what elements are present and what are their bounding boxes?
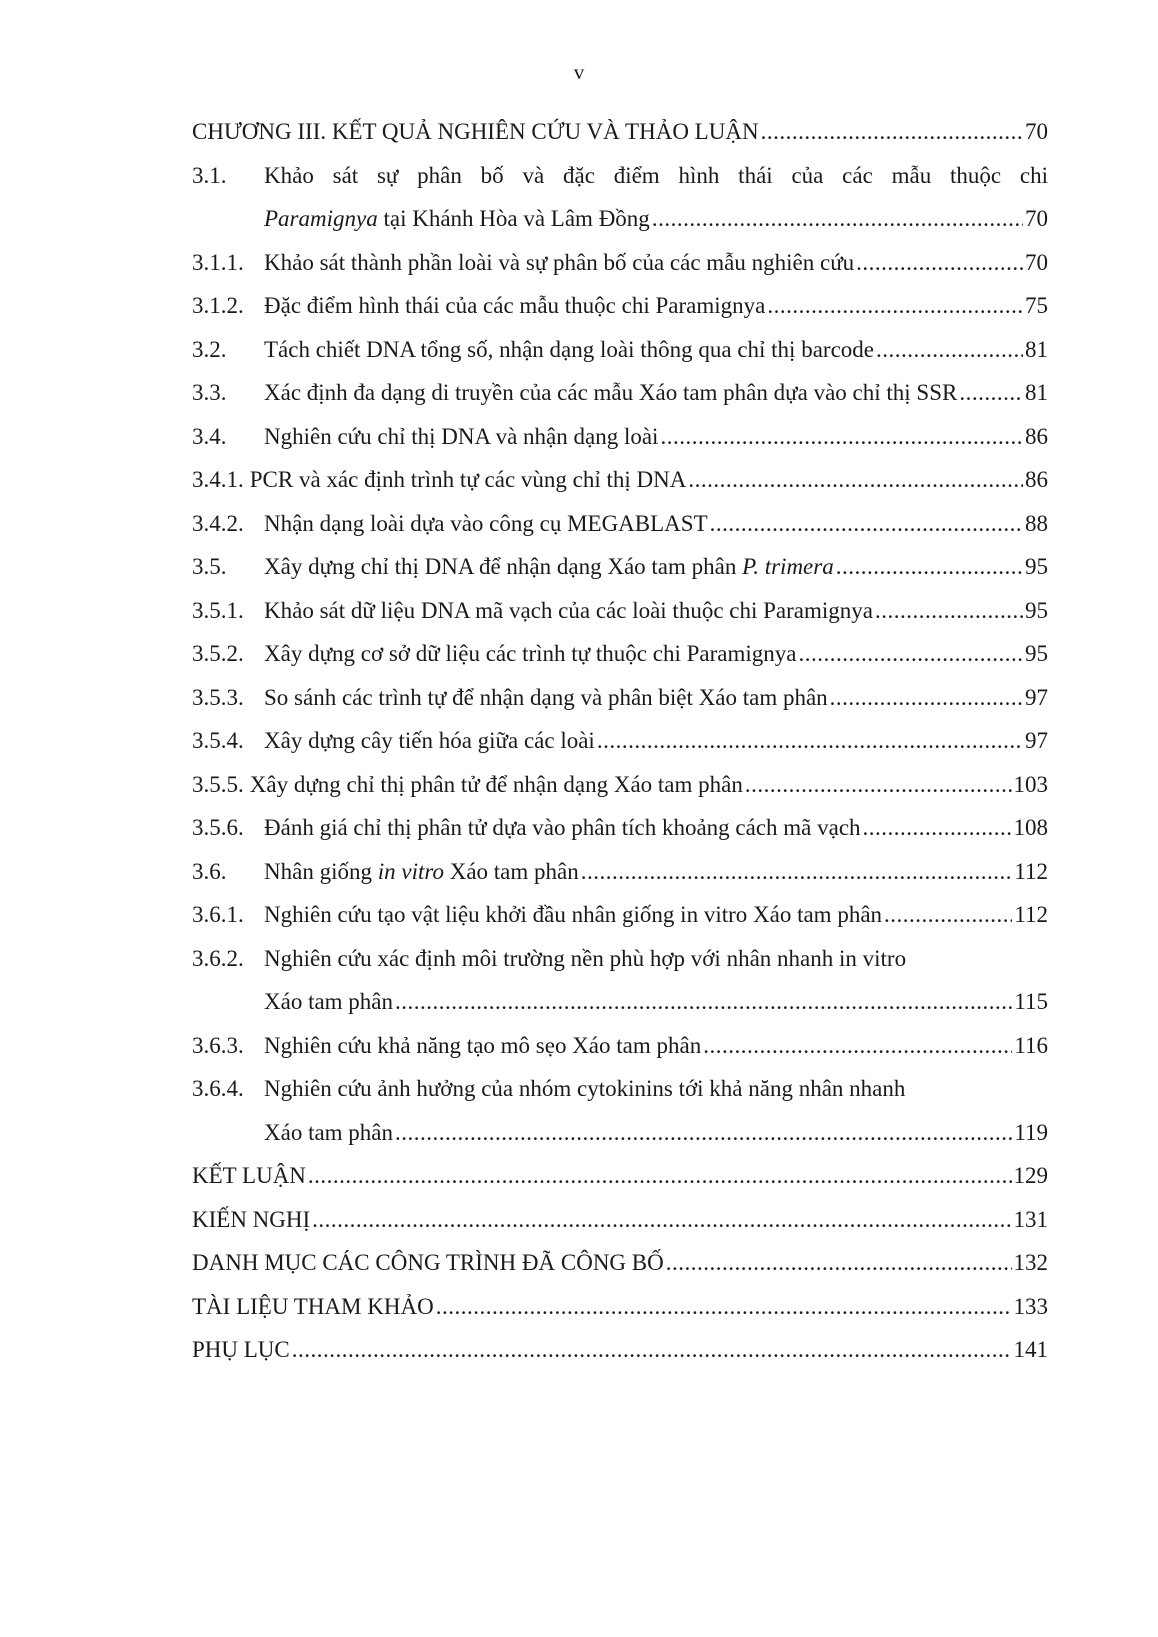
entry-number: 3.5.2. <box>192 641 244 666</box>
toc-entry-kien-nghi[interactable] <box>192 1198 1048 1242</box>
entry-page: 112 <box>1014 858 1048 884</box>
leader-dots <box>745 763 1012 807</box>
entry-title: KIẾN NGHỊ <box>192 1206 311 1232</box>
entry-number: 3.4. <box>192 423 227 449</box>
leader-dots <box>959 371 1023 415</box>
entry-title: Đánh giá chỉ thị phân tử dựa vào phân tích khoảng cách mã vạch <box>264 815 861 840</box>
entry-number: 3.5. <box>192 554 227 579</box>
entry-number: 3.6. <box>192 858 227 884</box>
toc-entry-3-2[interactable] <box>192 328 1048 372</box>
page-number: v <box>573 60 585 84</box>
leader-dots <box>395 1111 1012 1155</box>
leader-dots <box>312 1198 1011 1242</box>
entry-title: DANH MỤC CÁC CÔNG TRÌNH ĐÃ CÔNG BỐ <box>192 1250 664 1275</box>
entry-number: 3.6.2. <box>192 945 244 971</box>
entry-page: 95 <box>1025 554 1048 579</box>
entry-title: Xác định đa dạng di truyền của các mẫu Xáo tam phân dựa vào chỉ thị SSR <box>264 380 958 405</box>
entry-title: Tách chiết DNA tổng số, nhận dạng loài thông qua chỉ thị barcode <box>264 336 874 362</box>
leader-dots <box>856 241 1023 285</box>
entry-number: 3.3. <box>192 380 227 405</box>
toc-entry-3-5-1[interactable] <box>192 589 1048 633</box>
leader-dots <box>876 328 1023 372</box>
toc-entry-3-1[interactable] <box>192 154 1048 198</box>
toc-entry-3-5[interactable] <box>192 545 1048 589</box>
table-of-contents <box>192 110 1048 1372</box>
leader-dots <box>761 110 1023 154</box>
entry-number: 3.2. <box>192 336 227 362</box>
leader-dots <box>308 1154 1012 1198</box>
leader-dots <box>660 415 1023 459</box>
toc-entry-3-5-4[interactable] <box>192 719 1048 763</box>
entry-page: 103 <box>1013 771 1048 797</box>
toc-entry-3-5-3[interactable] <box>192 676 1048 720</box>
entry-title-line2: Xáo tam phân <box>264 1119 394 1145</box>
entry-page: 131 <box>1013 1206 1048 1232</box>
entry-number: 3.5.4. <box>192 728 244 753</box>
toc-entry-3-6-2[interactable] <box>192 937 1048 981</box>
toc-entry-3-6-2-continued[interactable] <box>192 980 1048 1024</box>
entry-title-post: Xáo tam phân <box>443 858 579 884</box>
leader-dots <box>581 850 1013 894</box>
entry-title: CHƯƠNG III. KẾT QUẢ NGHIÊN CỨU VÀ THẢO LUẬN <box>192 119 759 144</box>
species-name: P. trimera <box>742 554 834 579</box>
leader-dots <box>884 893 1012 937</box>
toc-entry-tai-lieu[interactable] <box>192 1285 1048 1329</box>
entry-title: Nghiên cứu tạo vật liệu khởi đầu nhân giống in vitro Xáo tam phân <box>264 902 883 927</box>
entry-title-text: Xây dựng chỉ thị DNA để nhận dạng Xáo tam phân <box>264 554 743 579</box>
entry-title: KẾT LUẬN <box>192 1163 306 1188</box>
leader-dots <box>836 545 1023 589</box>
toc-entry-3-4-1[interactable] <box>192 458 1048 502</box>
toc-entry-3-4[interactable] <box>192 415 1048 459</box>
entry-page: 70 <box>1025 249 1048 275</box>
entry-title: Khảo sát thành phần loài và sự phân bố của các mẫu nghiên cứu <box>264 249 855 275</box>
leader-dots <box>436 1285 1012 1329</box>
leader-dots <box>666 1241 1012 1285</box>
entry-page: 86 <box>1025 467 1048 492</box>
toc-entry-3-6-3[interactable] <box>192 1024 1048 1068</box>
genus-name: Paramignya <box>264 206 378 231</box>
entry-page: 70 <box>1025 119 1048 144</box>
entry-page: 95 <box>1025 597 1048 623</box>
entry-number: 3.5.3. <box>192 684 244 710</box>
entry-title: Xây dựng cơ sở dữ liệu các trình tự thuộc chi Paramignya <box>264 641 797 666</box>
entry-title-line2 <box>264 197 650 241</box>
entry-page: 133 <box>1013 1293 1048 1319</box>
leader-dots <box>703 1024 1012 1068</box>
entry-title-line1: Khảo sát sự phân bố và đặc điểm hình thái của các mẫu thuộc chi <box>264 162 1048 188</box>
entry-page: 132 <box>1013 1250 1048 1275</box>
entry-title: Xây dựng chỉ thị phân tử để nhận dạng Xáo tam phân <box>249 771 743 797</box>
entry-number: 3.6.3. <box>192 1032 244 1058</box>
entry-page: 119 <box>1014 1119 1048 1145</box>
entry-number: 3.4.2. <box>192 510 244 536</box>
entry-page: 97 <box>1025 684 1048 710</box>
entry-number: 3.1.1. <box>192 249 244 275</box>
entry-number: 3.5.1. <box>192 597 244 623</box>
toc-entry-phu-luc[interactable] <box>192 1328 1048 1372</box>
entry-title: PHỤ LỤC <box>192 1337 290 1362</box>
entry-page: 81 <box>1025 336 1048 362</box>
leader-dots <box>875 589 1023 633</box>
toc-entry-danh-muc[interactable] <box>192 1241 1048 1285</box>
leader-dots <box>798 632 1023 676</box>
toc-entry-3-5-2[interactable] <box>192 632 1048 676</box>
toc-entry-3-5-5[interactable] <box>192 763 1048 807</box>
entry-page: 95 <box>1025 641 1048 666</box>
entry-page: 88 <box>1025 510 1048 536</box>
entry-title-pre: Nhân giống <box>264 858 378 884</box>
toc-entry-3-4-2[interactable] <box>192 502 1048 546</box>
entry-title: Nghiên cứu chỉ thị DNA và nhận dạng loài <box>264 423 659 449</box>
toc-entry-ket-luan[interactable] <box>192 1154 1048 1198</box>
toc-entry-3-1-continued[interactable] <box>192 197 1048 241</box>
entry-page: 108 <box>1013 815 1048 840</box>
leader-dots <box>597 719 1023 763</box>
entry-page: 112 <box>1014 902 1048 927</box>
toc-entry-chapter-3[interactable] <box>192 110 1048 154</box>
toc-entry-3-6[interactable] <box>192 850 1048 894</box>
entry-page: 86 <box>1025 423 1048 449</box>
entry-title: Xây dựng cây tiến hóa giữa các loài <box>264 728 595 753</box>
leader-dots <box>830 676 1023 720</box>
leader-dots <box>863 806 1012 850</box>
entry-title-line1: Nghiên cứu ảnh hưởng của nhóm cytokinins tới khả năng nhân nhanh <box>264 1076 906 1101</box>
entry-title: Nghiên cứu khả năng tạo mô sẹo Xáo tam phân <box>264 1032 702 1058</box>
entry-number: 3.6.4. <box>192 1076 244 1101</box>
entry-title: Đặc điểm hình thái của các mẫu thuộc chi Paramignya <box>264 293 766 318</box>
entry-title: PCR và xác định trình tự các vùng chỉ thị DNA <box>249 467 687 492</box>
toc-entry-3-6-4-continued[interactable] <box>192 1111 1048 1155</box>
entry-page: 81 <box>1025 380 1048 405</box>
entry-page: 97 <box>1025 728 1048 753</box>
in-vitro-term: in vitro <box>377 858 444 884</box>
entry-title: Nhận dạng loài dựa vào công cụ MEGABLAST <box>264 510 708 536</box>
entry-title <box>264 850 579 894</box>
entry-title-line1: Nghiên cứu xác định môi trường nền phù hợp với nhân nhanh in vitro <box>264 945 907 971</box>
leader-dots <box>767 284 1023 328</box>
entry-title: So sánh các trình tự để nhận dạng và phân biệt Xáo tam phân <box>264 684 828 710</box>
leader-dots <box>395 980 1012 1024</box>
entry-title-rest: tại Khánh Hòa và Lâm Đồng <box>377 206 650 231</box>
toc-entry-3-6-1[interactable] <box>192 893 1048 937</box>
toc-entry-3-5-6[interactable] <box>192 806 1048 850</box>
entry-number: 3.5.6. <box>192 815 244 840</box>
entry-page: 70 <box>1025 206 1048 231</box>
toc-entry-3-3[interactable] <box>192 371 1048 415</box>
entry-number: 3.1. <box>192 162 227 188</box>
entry-title: Khảo sát dữ liệu DNA mã vạch của các loài thuộc chi Paramignya <box>264 597 873 623</box>
leader-dots <box>710 502 1023 546</box>
entry-number: 3.1.2. <box>192 293 244 318</box>
entry-page: 141 <box>1013 1337 1048 1362</box>
entry-title <box>264 545 834 589</box>
toc-entry-3-1-2[interactable] <box>192 284 1048 328</box>
entry-page: 115 <box>1014 989 1048 1014</box>
entry-number: 3.6.1. <box>192 902 244 927</box>
entry-title: TÀI LIỆU THAM KHẢO <box>192 1293 434 1319</box>
leader-dots <box>652 197 1023 241</box>
entry-number: 3.4.1. <box>192 467 244 492</box>
toc-entry-3-1-1[interactable] <box>192 241 1048 285</box>
leader-dots <box>688 458 1023 502</box>
leader-dots <box>292 1328 1012 1372</box>
toc-entry-3-6-4[interactable] <box>192 1067 1048 1111</box>
entry-page: 129 <box>1013 1163 1048 1188</box>
entry-page: 116 <box>1014 1032 1048 1058</box>
entry-title-line2: Xáo tam phân <box>264 989 394 1014</box>
entry-page: 75 <box>1025 293 1048 318</box>
entry-number: 3.5.5. <box>192 771 244 797</box>
